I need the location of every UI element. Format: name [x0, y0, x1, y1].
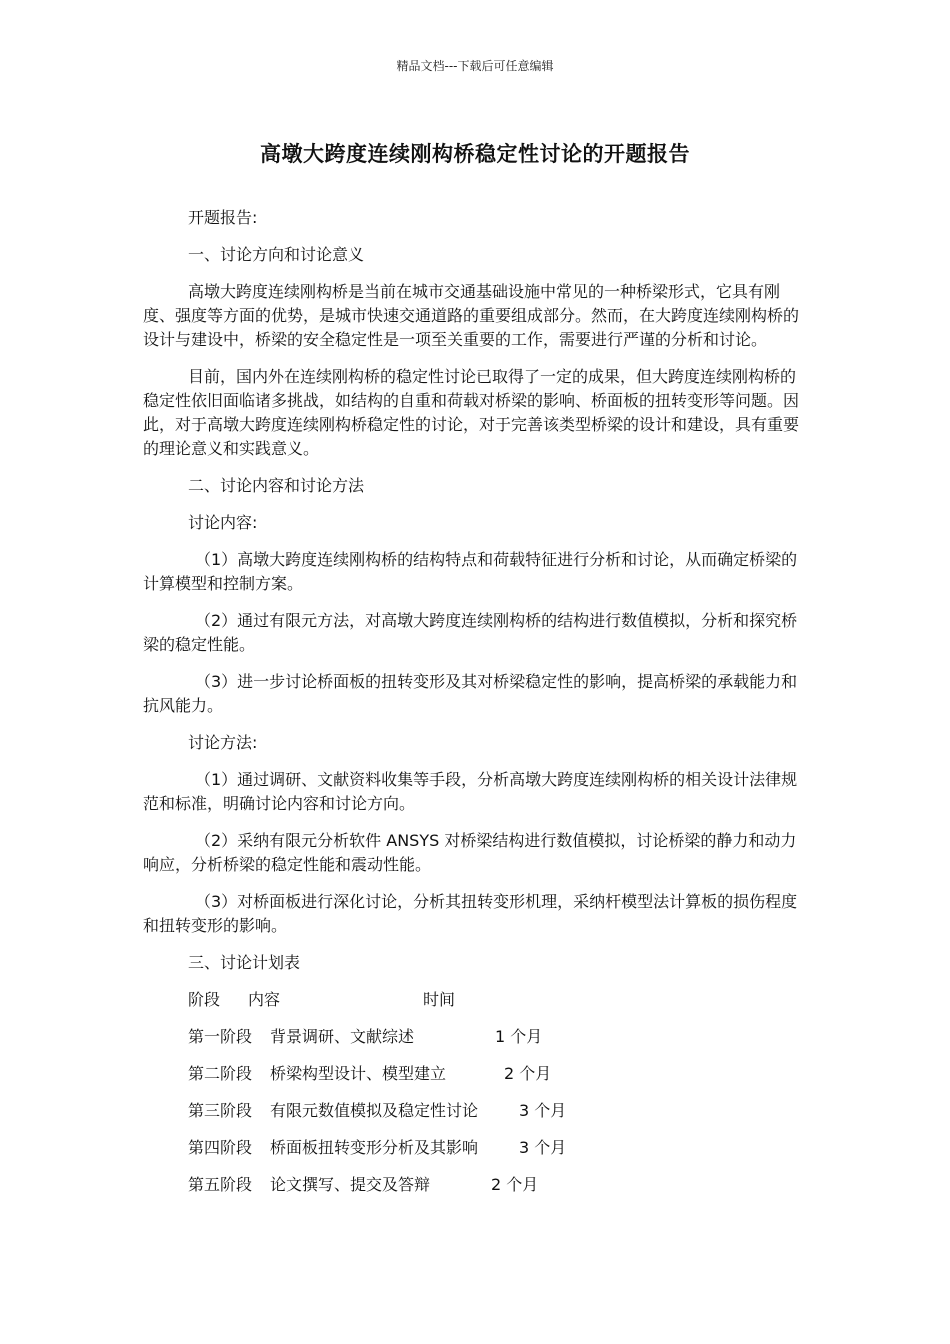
column-time: 时间 — [423, 990, 456, 1009]
section1-heading: 一、讨论方向和讨论意义 — [188, 245, 365, 264]
intro-label: 开题报告: — [188, 208, 258, 227]
plan-stage: 第三阶段 — [188, 1101, 253, 1120]
plan-row — [143, 1173, 805, 1197]
plan-stage: 第二阶段 — [188, 1064, 253, 1083]
plan-time: 1 个月 — [495, 1027, 543, 1046]
document-title: 高墩大跨度连续刚构桥稳定性讨论的开题报告 — [260, 142, 690, 166]
section1-paragraph-1: 高墩大跨度连续刚构桥是当前在城市交通基础设施中常见的一种桥梁形式，它具有刚度、强度等方面的优势，是城市快速交通道路的重要组成部分。然而，在大跨度连续刚构桥的设计与建设中，桥梁的安全稳定性是一项至关重要的工作，需要进行严谨的分析和讨论。 — [143, 282, 800, 349]
plan-row — [143, 1136, 805, 1160]
plan-time: 3 个月 — [519, 1138, 567, 1157]
plan-stage: 第五阶段 — [188, 1175, 253, 1194]
document-body — [143, 206, 805, 1210]
method-label: 讨论方法: — [188, 733, 258, 752]
plan-table-header — [143, 988, 805, 1012]
plan-row — [143, 1062, 805, 1086]
plan-time: 2 个月 — [491, 1175, 539, 1194]
plan-content: 背景调研、文献综述 — [270, 1027, 415, 1046]
plan-content: 桥梁构型设计、模型建立 — [270, 1064, 447, 1083]
header-note: 精品文档---下载后可任意编辑 — [396, 59, 554, 73]
plan-row — [143, 1099, 805, 1123]
section2-heading: 二、讨论内容和讨论方法 — [188, 476, 365, 495]
plan-time: 2 个月 — [504, 1064, 552, 1083]
content-item-2: （2）通过有限元方法，对高墩大跨度连续刚构桥的结构进行数值模拟，分析和探究桥梁的稳定性能。 — [143, 611, 798, 654]
content-item-3: （3）进一步讨论桥面板的扭转变形及其对桥梁稳定性的影响，提高桥梁的承载能力和抗风能力。 — [143, 672, 798, 715]
plan-row — [143, 1025, 805, 1049]
plan-content: 有限元数值模拟及稳定性讨论 — [270, 1101, 479, 1120]
column-stage: 阶段 — [188, 990, 221, 1009]
method-item-2: （2）采纳有限元分析软件 ANSYS 对桥梁结构进行数值模拟，讨论桥梁的静力和动力响应，分析桥梁的稳定性能和震动性能。 — [143, 831, 797, 874]
content-item-1: （1）高墩大跨度连续刚构桥的结构特点和荷载特征进行分析和讨论，从而确定桥梁的计算模型和控制方案。 — [143, 550, 798, 593]
section3-heading: 三、讨论计划表 — [188, 953, 301, 972]
plan-stage: 第一阶段 — [188, 1027, 253, 1046]
method-item-3: （3）对桥面板进行深化讨论，分析其扭转变形机理，采纳杆模型法计算板的损伤程度和扭转变形的影响。 — [143, 892, 798, 935]
column-content: 内容 — [248, 990, 281, 1009]
plan-time: 3 个月 — [519, 1101, 567, 1120]
method-item-1: （1）通过调研、文献资料收集等手段，分析高墩大跨度连续刚构桥的相关设计法律规范和标准，明确讨论内容和讨论方向。 — [143, 770, 798, 813]
plan-content: 论文撰写、提交及答辩 — [270, 1175, 431, 1194]
plan-content: 桥面板扭转变形分析及其影响 — [270, 1138, 479, 1157]
plan-stage: 第四阶段 — [188, 1138, 253, 1157]
section1-paragraph-2: 目前，国内外在连续刚构桥的稳定性讨论已取得了一定的成果，但大跨度连续刚构桥的稳定性依旧面临诸多挑战，如结构的自重和荷载对桥梁的影响、桥面板的扭转变形等问题。因此，对于高墩大跨度连续刚构桥稳定性的讨论，对于完善该类型桥梁的设计和建设，具有重要的理论意义和实践意义。 — [143, 367, 800, 458]
content-label: 讨论内容: — [188, 513, 258, 532]
